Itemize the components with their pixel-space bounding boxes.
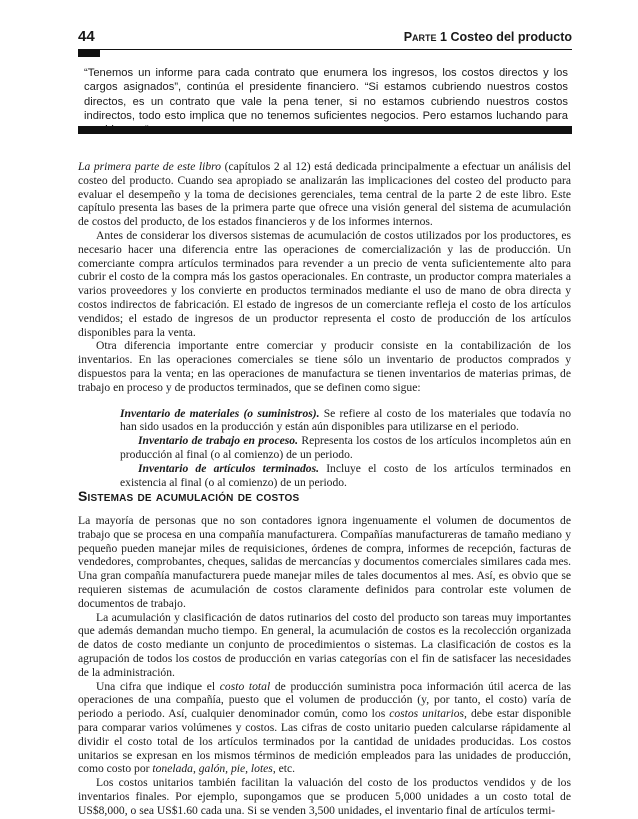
text-run: Una cifra que indique el: [96, 679, 220, 693]
part-label: Parte 1: [403, 30, 447, 44]
emphasis-costos-unitarios: costos unitarios,: [389, 707, 467, 721]
header-block-mark: [78, 49, 100, 57]
quote-divider-bar: [78, 126, 572, 134]
intro-paragraph-3: Otra diferencia importante entre comerciar y producir consiste en la contabilización de los inventarios. En las operaciones comerciales se tiene sólo un inventario de productos comprados y dispuestos para la venta; en las operaciones de manufactura se tienen inventarios de materias primas, de trabajo en proceso y de productos terminados, que se definen como sigue:: [78, 339, 571, 394]
section-paragraph-3: [78, 680, 571, 777]
definition-text: Se refiere al costo de los materiales que todavía no han sido usados en la producción y están aún disponibles para utilizarse en el periodo.: [120, 406, 571, 434]
section-paragraph-4: Los costos unitarios también facilitan la valuación del costo de los productos vendidos y de los inventarios finales. Por ejemplo, supongamos que se producen 5,000 unidades a un costo total de US$8,000, o sea US$1.60 cada una. Si se venden 3,500 unidades, el inventario final de artículos termi-: [78, 776, 571, 817]
intro-paragraph-2: Antes de considerar los diversos sistemas de acumulación de costos utilizados por los productores, es necesario hacer una diferencia entre las operaciones de comercialización y las de producción. Un comerciante compra artículos terminados para revender a un precio de venta suficientemente alto para cubrir el costo de la compra más los gastos operacionales. En contraste, un productor compra materiales a varios proveedores y los convierte en productos terminados mediante el uso de mano de obra directa y costos indirectos de fabricación. El estado de ingresos de un comerciante refleja el costo de los artículos vendidos; el estado de ingresos de un productor representa el costo de producción de los artículos disponibles para la venta.: [78, 228, 571, 339]
header-rule: [78, 49, 572, 50]
definition-text: Representa los costos de los artículos incompletos aún en producción al final (o al comienzo) de un periodo.: [120, 434, 572, 461]
text-run: etc.: [275, 762, 296, 776]
definition-item: [120, 407, 571, 435]
intro-section: [78, 160, 571, 489]
definition-item: [120, 462, 571, 490]
intro-p1-rest: (capítulos 2 al 12) está dedicada principalmente a efectuar un análisis del costeo del producto. Cuando sea apropiado se analizarán las implicaciones del costeo del producto para evaluar el desempeño y la toma de decisiones gerenciales, tema central de la parte 2 de este libro. Este capítulo presenta las bases de la primera parte que ofrece una visión general del sistema de acumulación de costos del producto, de los estados financieros y de los informes internos.: [78, 160, 572, 229]
definition-term: Inventario de materiales (o suministros).: [120, 406, 320, 420]
definition-term: Inventario de trabajo en proceso.: [138, 434, 298, 448]
emphasis-units: tonelada, galón, pie, lotes,: [152, 762, 276, 776]
section-paragraph-1: La mayoría de personas que no son contadores ignora ingenuamente el volumen de documentos de trabajo que se procesa en una compañía manufacturera. Compañías manufactureras de tamaño mediano y pequeño pueden manejar miles de requisiciones, órdenes de compra, informes de recepción, facturas de vendedores, comprobantes, cheques, salidas de mercancías y documentos comerciales similares cada mes. Una gran compañía manufacturera puede manejar miles de tales documentos al mes. Así, es obvio que se requieren sistemas de acumulación de costos claramente definidos para controlar este volumen de documentos de trabajo.: [78, 514, 571, 610]
section-paragraph-2: La acumulación y clasificación de datos rutinarios del costo del producto son tareas muy importantes que además demandan mucho tiempo. En general, la acumulación de costos es la recolección organizada de datos de costo mediante un conjunto de procedimientos o sistemas. La clasificación de costos es la agrupación de todos los costos de producción en varias categorías con el fin de satisfacer las necesidades de la administración.: [78, 610, 571, 679]
running-head: [404, 30, 572, 44]
section-heading: Sistemas de acumulación de costos: [78, 488, 300, 504]
cost-systems-section: [78, 514, 571, 818]
opening-quote: “Tenemos un informe para cada contrato que enumera los ingresos, los costos directos y los cargos asignados”, continúa el presidente financiero. “Si estamos cubriendo nuestros costos directos, es un contrato que vale la pena tener, si no estamos cubriendo nuestros costos indirectos, todo esto implica que no tenemos suficientes negocios. Pero estamos luchando para: [84, 67, 568, 122]
intro-paragraph-1: [78, 160, 571, 229]
text-run: de producción suministra poca información útil acerca de las operaciones de una compañía, puesto que el volumen de producción (y, por tanto, el costo) varía de periodo a periodo. Así, cualquier denominador común, como los: [78, 679, 571, 721]
definition-text: Incluye el costo de los artículos terminados en existencia al final (o al comienzo) de un periodo.: [120, 461, 571, 489]
definition-term: Inventario de artículos terminados.: [138, 461, 319, 475]
inventory-definitions: [78, 407, 571, 490]
text-run: debe estar disponible para comparar varios volúmenes y costos. Las cifras de costo unitario pueden calcularse rápidamente al dividir el costo total de los artículos terminados por la cantidad de unidades producidas. Los costos unitarios se expresan en los mismos términos de medición empleados para las unidades de producción, como costo por: [78, 707, 571, 776]
part-title: Costeo del producto: [450, 30, 572, 44]
definition-item: [120, 434, 571, 462]
page-number: 44: [78, 28, 95, 45]
intro-lead: La primera parte de este libro: [78, 160, 222, 173]
emphasis-costo-total: costo total: [219, 679, 271, 693]
